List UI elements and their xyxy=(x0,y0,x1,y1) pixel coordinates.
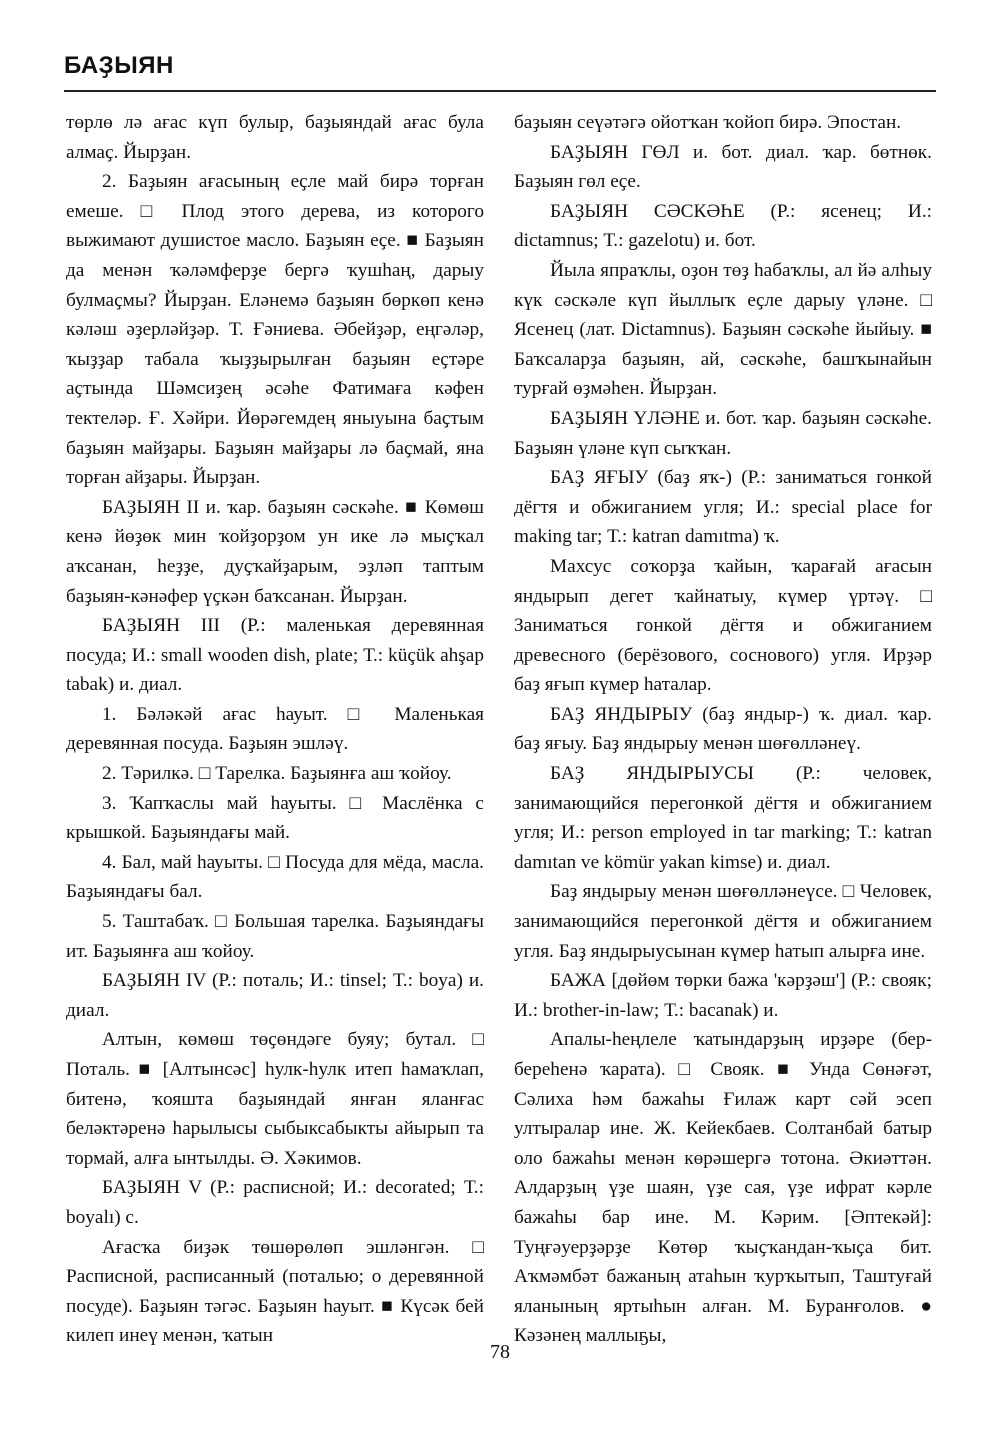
left-paragraph-10: БАҘЫЯН IV (Р.: поталь; И.: tinsel; Т.: boya) и. диал. xyxy=(66,970,484,1021)
right-paragraph-2: БАҘЫЯН ГӨЛ и. бот. диал. ҡар. бөтнөк. Баҙыян гөл еҫе. xyxy=(514,141,932,193)
left-column xyxy=(66,108,484,1351)
left-paragraph-11: Алтын, көмөш төҫөндәге буяу; бутал. □ Поталь. ■ [Алтынсәс] һулк-һулк итеп һамаҡлап, битенә, ҡояшта баҙыяндай янған яланғас беләктәренә һарылысы сыбыксабыкты айырып та тормай, алға ынтылды. Ә. Хәкимов. xyxy=(66,1029,484,1169)
left-paragraph-3: БАҘЫЯН II и. ҡар. баҙыян сәскәһе. ■ Көмөш кенә йөҙөк мин ҡойҙорҙом ун ике лә мыҫҡал аҡсанан, һеҙҙе, дуҫҡайҙарым, эҙләп таптым баҙыян-кәнәфер үҫкән баҡсанан. Йырҙан. xyxy=(66,496,484,607)
right-paragraph-8: БАҘ ЯНДЫРЫУ (баҙ яндыр-) ҡ. диал. ҡар. баҙ яғыу. Баҙ яндырыу менән шөғөлләнеү. xyxy=(514,703,932,755)
left-paragraph-9: 5. Таштабаҡ. □ Большая тарелка. Баҙыяндағы ит. Баҙыянға аш ҡойоу. xyxy=(66,911,484,962)
left-paragraph-7: 3. Ҡапҡаслы май һауыты. □ Маслёнка с крышкой. Баҙыяндағы май. xyxy=(66,792,484,844)
right-paragraph-12: Апалы-һеңлеле ҡатындарҙың ирҙәре (бер-береһенә ҡарата). □ Свояк. ■ Унда Сөнәғәт, Сәлиха һәм бажаһы Ғилаж карт сәй эсеп ултыралар ине. Ж. Кейекбаев. Солтанбай батыр оло бажаһы менән көрәшергә тотона. Әкиәттән. Алдарҙың үҙе шаян, үҙе сая, үҙе ифрат кәрле бажаһы бар ине. М. Кәрим. [Әптекәй]: Туңғәуерҙәрҙе Көтөр ҡыҫҡандан-ҡыҫа бит. Аҡмәмбәт бажаның атаһын ҡурҡытып, Таштуғай яланының яртыһын алған. М. Буранғолов. ● Кәзәнең маллыҕы, xyxy=(514,1029,932,1347)
left-paragraph-8: 4. Бал, май һауыты. □ Посуда для мёда, масла. Баҙыяндағы бал. xyxy=(66,851,484,903)
right-paragraph-4: Йыла япраҡлы, оҙон төҙ һабаҡлы, ал йә алһыу күк сәскәле күп йыллыҡ еҫле дарыу үләне. □ Ясенец (лат. Dictamnus). Баҙыян сәскәһе йыйыу. ■ Баҡсаларҙа баҙыян, ай, сәскәһе, башҡынайын турғай өҙмәһен. Йырҙан. xyxy=(514,259,932,400)
left-paragraph-4: БАҘЫЯН III (Р.: маленькая деревянная посуда; И.: small wooden dish, plate; Т.: küçük ahşap tabak) и. диал. xyxy=(66,615,484,696)
right-paragraph-11: БАЖА [дөйөм төрки бажа 'кәрҙәш'] (Р.: свояк; И.: brother-in-law; Т.: bacanak) и. xyxy=(514,970,932,1021)
left-paragraph-13: Ағасҡа биҙәк төшөрөлөп эшләнгән. □ Расписной, расписанный (поталью; о деревянной посуде). Баҙыян тәгәс. Баҙыян һауыт. ■ Күсәк бей килеп инеү менән, ҡатын xyxy=(66,1236,484,1347)
right-paragraph-7: Махсус соҡорҙа ҡайын, ҡарағай ағасын яндырып дегет ҡайнатыу, күмер үртәү. □ Заниматься гонкой дёгтя и обжиганием древесного (берёзового, соснового) угля. Ирҙәр баҙ яғып күмер һаталар. xyxy=(514,555,932,696)
running-header: БАҘЫЯН xyxy=(64,52,174,79)
right-paragraph-1: баҙыян сеүәтәгә ойотҡан ҡойоп бирә. Эпостан. xyxy=(514,112,902,133)
left-paragraph-6: 2. Тәрилкә. □ Тарелка. Баҙыянға аш ҡойоу. xyxy=(102,763,452,785)
right-column xyxy=(514,108,932,1351)
left-paragraph-5: 1. Бәләкәй ағас һауыт. □ Маленькая деревянная посуда. Баҙыян эшләү. xyxy=(66,703,484,755)
left-paragraph-2: 2. Баҙыян ағасының еҫле май бирә торған емеше. □ Плод этого дерева, из которого выжимают душистое масло. Баҙыян еҫе. ■ Баҙыян да менән ҡәләмферҙе бергә ҡушһаң, дарыу булмаҫмы? Йырҙан. Еләнемә баҙыян бөркөп кенә кәләш әҙерләйҙәр. Т. Ғәниева. Әбейҙәр, еңгәләр, ҡыҙҙар табала ҡыҙҙырылған баҙыян еҫтәре аҫтында Шәмсиҙең әсәһе Фатимаға кәфен тектеләр. Ғ. Хәйри. Йөрәгемдең яныуына баҫтым баҙыян майҙары. Баҙыян майҙары лә баҫмай, яна торған айҙары. Йырҙан. xyxy=(66,171,484,489)
page-number: 78 xyxy=(490,1341,510,1363)
right-paragraph-6: БАҘ ЯҒЫУ (баҙ яҡ-) (Р.: заниматься гонкой дёгтя и обжиганием угля; И.: special place for making tar; Т.: katran damıtma) ҡ. xyxy=(514,467,932,548)
left-paragraph-12: БАҘЫЯН V (Р.: расписной; И.: decorated; Т.: boyalı) с. xyxy=(66,1177,484,1228)
left-paragraph-1: төрлө лә ағас күп булыр, баҙыяндай ағас була алмаҫ. Йырҙан. xyxy=(66,112,484,163)
right-paragraph-10: Баҙ яндырыу менән шөғөлләнеүсе. □ Человек, занимающийся перегонкой дёгтя и обжиганием угля. Баҙ яндырыусынан күмер һатып алырға ине. xyxy=(514,881,932,962)
right-paragraph-3: БАҘЫЯН СӘСКӘҺЕ (Р.: ясенец; И.: dictamnus; Т.: gazelotu) и. бот. xyxy=(514,200,932,252)
header-rule xyxy=(64,90,936,92)
right-paragraph-9: БАҘ ЯНДЫРЫУСЫ (Р.: человек, занимающийся перегонкой дёгтя и обжиганием угля; И.: person employed in tar marking; Т.: katran damıtan ve kömür yakan kimse) и. диал. xyxy=(514,763,932,873)
right-paragraph-5: БАҘЫЯН ҮЛӘНЕ и. бот. ҡар. баҙыян сәскәһе. Баҙыян үләне күп сыҡҡан. xyxy=(514,407,932,459)
